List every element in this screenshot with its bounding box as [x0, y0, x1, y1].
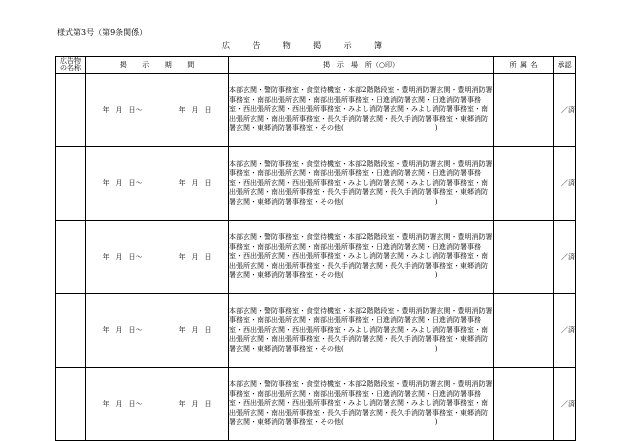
department-cell[interactable] [494, 367, 554, 440]
period-cell[interactable] [86, 367, 229, 440]
approval-cell[interactable]: ／済 [554, 220, 576, 293]
header-approval: 承認 [554, 57, 576, 74]
start-day: 日～ [128, 399, 143, 408]
end-day: 日 [204, 326, 212, 335]
start-year: 年 [102, 326, 110, 335]
end-year: 年 [178, 106, 186, 115]
ad-name-cell[interactable] [56, 147, 86, 220]
start-month: 月 [115, 326, 123, 335]
place-cell[interactable]: 本部玄関・警防事務室・食堂待機室・本部2階階段室・豊明消防署玄関・豊明消防署事務室・南部出張所玄関・南部出張所事務室・日進消防署玄関・日進消防署事務室・西出張所玄関・西出張所事務室・みよし消防署玄関・みよし消防署事務室・南出張所玄関・南出張所事務室・長久手消防署玄関・長久手消防署事務室・東郷消防署玄関・東郷消防署事務室・その他( ) [229, 367, 494, 440]
start-year: 年 [102, 399, 110, 408]
ad-name-cell[interactable] [56, 294, 86, 367]
approval-cell[interactable]: ／済 [554, 367, 576, 440]
start-day: 日～ [128, 179, 143, 188]
start-year: 年 [102, 252, 110, 261]
header-period-char: 期 [164, 60, 172, 69]
period-cell[interactable] [86, 74, 229, 147]
end-month: 月 [191, 179, 199, 188]
header-dept-char: 属 [519, 60, 527, 69]
department-cell[interactable] [494, 294, 554, 367]
title-char: 示 [343, 41, 352, 50]
header-period-char: 示 [142, 60, 150, 69]
place-cell[interactable]: 本部玄関・警防事務室・食堂待機室・本部2階階段室・豊明消防署玄関・豊明消防署事務室・南部出張所玄関・南部出張所事務室・日進消防署玄関・日進消防署事務室・西出張所玄関・西出張所事務室・みよし消防署玄関・みよし消防署事務室・南出張所玄関・南出張所事務室・長久手消防署玄関・長久手消防署事務室・東郷消防署玄関・東郷消防署事務室・その他( ) [229, 147, 494, 220]
start-day: 日～ [128, 106, 143, 115]
end-month: 月 [191, 106, 199, 115]
end-day: 日 [204, 106, 212, 115]
approval-cell[interactable]: ／済 [554, 294, 576, 367]
end-month: 月 [191, 326, 199, 335]
start-month: 月 [115, 106, 123, 115]
end-year: 年 [178, 326, 186, 335]
start-year: 年 [102, 179, 110, 188]
start-day: 日～ [128, 326, 143, 335]
approval-cell[interactable]: ／済 [554, 74, 576, 147]
department-cell[interactable] [494, 220, 554, 293]
end-day: 日 [204, 179, 212, 188]
header-ad-name-line1: 広告物 [60, 56, 81, 65]
header-dept-char: 所 [509, 60, 517, 69]
title-char: 物 [282, 41, 291, 50]
end-day: 日 [204, 252, 212, 261]
start-month: 月 [115, 252, 123, 261]
page-title [222, 40, 382, 51]
start-year: 年 [102, 106, 110, 115]
end-year: 年 [178, 179, 186, 188]
ad-name-cell[interactable] [56, 74, 86, 147]
table-row [56, 367, 576, 440]
header-department [494, 57, 554, 74]
ad-name-cell[interactable] [56, 220, 86, 293]
department-cell[interactable] [494, 74, 554, 147]
header-period-char: 間 [187, 60, 195, 69]
header-period-char: 掲 [119, 60, 127, 69]
table-row [56, 294, 576, 367]
period-cell[interactable] [86, 220, 229, 293]
end-year: 年 [178, 399, 186, 408]
title-char: 簿 [373, 41, 382, 50]
table-row [56, 74, 576, 147]
place-cell[interactable]: 本部玄関・警防事務室・食堂待機室・本部2階階段室・豊明消防署玄関・豊明消防署事務室・南部出張所玄関・南部出張所事務室・日進消防署玄関・日進消防署事務室・西出張所玄関・西出張所事務室・みよし消防署玄関・みよし消防署事務室・南出張所玄関・南出張所事務室・長久手消防署玄関・長久手消防署事務室・東郷消防署玄関・東郷消防署事務室・その他( ) [229, 220, 494, 293]
end-month: 月 [191, 252, 199, 261]
title-char: 広 [222, 41, 230, 50]
end-month: 月 [191, 399, 199, 408]
ad-name-cell[interactable] [56, 367, 86, 440]
end-day: 日 [204, 399, 212, 408]
ledger-table [55, 56, 576, 441]
end-year: 年 [178, 252, 186, 261]
approval-cell[interactable]: ／済 [554, 147, 576, 220]
title-char: 掲 [313, 41, 322, 50]
header-place: 掲 示 場 所（○印） [229, 57, 494, 74]
header-period [86, 57, 229, 74]
department-cell[interactable] [494, 147, 554, 220]
table-row [56, 147, 576, 220]
period-cell[interactable] [86, 147, 229, 220]
start-month: 月 [115, 399, 123, 408]
period-cell[interactable] [86, 294, 229, 367]
place-cell[interactable]: 本部玄関・警防事務室・食堂待機室・本部2階階段室・豊明消防署玄関・豊明消防署事務室・南部出張所玄関・南部出張所事務室・日進消防署玄関・日進消防署事務室・西出張所玄関・西出張所事務室・みよし消防署玄関・みよし消防署事務室・南出張所玄関・南出張所事務室・長久手消防署玄関・長久手消防署事務室・東郷消防署玄関・東郷消防署事務室・その他( ) [229, 74, 494, 147]
table-row [56, 220, 576, 293]
title-char: 告 [252, 41, 261, 50]
header-ad-name [56, 57, 86, 74]
form-id: 様式第3号（第9条関係） [57, 28, 148, 37]
place-cell[interactable]: 本部玄関・警防事務室・食堂待機室・本部2階階段室・豊明消防署玄関・豊明消防署事務室・南部出張所玄関・南部出張所事務室・日進消防署玄関・日進消防署事務室・西出張所玄関・西出張所事務室・みよし消防署玄関・みよし消防署事務室・南出張所玄関・南出張所事務室・長久手消防署玄関・長久手消防署事務室・東郷消防署玄関・東郷消防署事務室・その他( ) [229, 294, 494, 367]
header-ad-name-line2: の名称 [60, 64, 81, 72]
header-row [56, 57, 576, 74]
start-month: 月 [115, 179, 123, 188]
start-day: 日～ [128, 252, 143, 261]
header-dept-char: 名 [530, 60, 538, 69]
